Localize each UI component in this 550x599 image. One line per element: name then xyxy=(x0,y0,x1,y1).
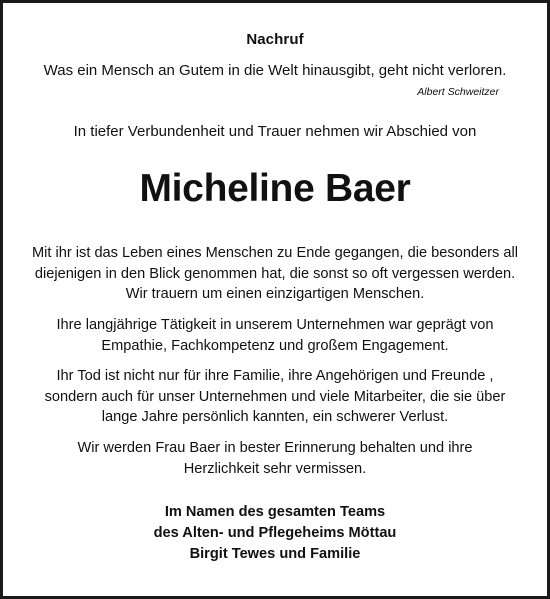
paragraph-3 xyxy=(15,366,535,428)
signature-line: des Alten- und Pflegeheims Möttau xyxy=(153,525,397,541)
quote-author: Albert Schweitzer xyxy=(417,86,499,98)
paragraph-2 xyxy=(15,315,535,356)
deceased-name: Micheline Baer xyxy=(139,167,411,210)
paragraph-line: Mit ihr ist das Leben eines Menschen zu Ende gegangen, die besonders all xyxy=(32,245,518,261)
paragraph-line: Ihr Tod ist nicht nur für ihre Familie, ihre Angehörigen und Freunde , xyxy=(56,368,494,384)
paragraph-line: diejenigen in den Blick genommen hat, die sonst so oft vergessen werden. xyxy=(34,265,516,282)
paragraph-line: Wir werden Frau Baer in bester Erinnerung behalten und ihre xyxy=(77,440,473,456)
paragraph-line: Ihre langjährige Tätigkeit in unserem Unternehmen war geprägt von xyxy=(56,317,494,333)
signature-line: Im Namen des gesamten Teams xyxy=(164,504,386,520)
paragraph-4 xyxy=(15,438,535,479)
quote-text: Was ein Mensch an Gutem in die Welt hinausgibt, geht nicht verloren. xyxy=(43,62,507,79)
signature-block xyxy=(3,502,547,565)
paragraph-line: Wir trauern um einen einzigartigen Menschen. xyxy=(125,286,425,302)
intro-text: In tiefer Verbundenheit und Trauer nehmen wir Abschied von xyxy=(73,123,477,140)
signature-line: Birgit Tewes und Familie xyxy=(189,546,361,562)
paragraph-line: sondern auch für unser Unternehmen und viele Mitarbeiter, die sie über xyxy=(44,388,506,405)
paragraph-line: lange Jahre persönlich kannten, ein schwerer Verlust. xyxy=(101,409,449,425)
paragraph-line: Empathie, Fachkompetenz und großem Engagement. xyxy=(101,337,449,354)
paragraph-1 xyxy=(15,243,535,305)
notice-heading: Nachruf xyxy=(246,31,304,48)
paragraph-line: Herzlichkeit sehr vermissen. xyxy=(183,460,367,477)
